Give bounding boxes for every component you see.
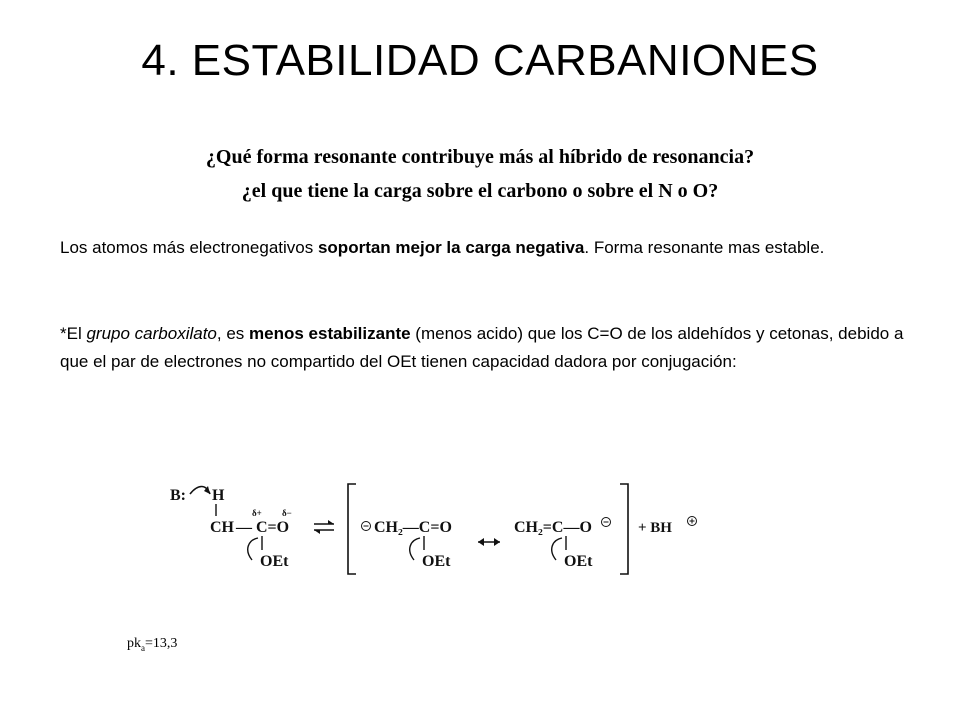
paragraph1-bold: soportan mejor la carga negativa [317, 238, 585, 257]
paragraph2-text-a: *El [60, 324, 87, 343]
paragraph2-italic: grupo carboxilato [86, 324, 217, 343]
delta-plus-label: δ+ [252, 508, 262, 518]
bh-plus-label: + BH [638, 520, 672, 536]
paragraph2-text-c: (menos acido) que los C=O de los aldehídos y cetonas, debido a que el par de electrones no compartido del OEt tienen capacidad dadora por conjugación: [60, 324, 904, 371]
resonance-scheme [160, 470, 720, 580]
carbonyl-label: C=O [256, 519, 290, 536]
oet-label-1: OEt [260, 553, 289, 570]
right-bracket [620, 484, 628, 574]
equilibrium-head-right-icon [328, 520, 334, 524]
paragraph1-text-b: . Forma resonante mas estable. [584, 238, 825, 257]
curved-arrow-oet-icon [248, 538, 258, 560]
curved-arrow-oet-3-icon [552, 538, 562, 560]
curved-arrow-oet-2-icon [410, 538, 420, 560]
enolate-label: CH₂=C—O [514, 519, 592, 536]
pka-number: =13,3 [145, 636, 178, 651]
carbanion-label: CH₂—C=O [374, 519, 452, 536]
pka-prefix: pk [127, 636, 141, 651]
ch-label: CH [210, 519, 234, 536]
oet-label-3: OEt [564, 553, 593, 570]
hydrogen-label: H [212, 487, 225, 504]
pka-value [127, 636, 177, 653]
question-line-1: ¿Qué forma resonante contribuye más al híbrido de resonancia? [205, 146, 755, 168]
resonance-head-left-icon [478, 538, 484, 546]
resonance-head-right-icon [494, 538, 500, 546]
question-line-2: ¿el que tiene la carga sobre el carbono o sobre el N o O? [241, 180, 719, 202]
bond-dash: — [236, 519, 252, 536]
paragraph2-bold: menos estabilizante [249, 324, 411, 343]
left-bracket [348, 484, 356, 574]
slide-title: 4. ESTABILIDAD CARBANIONES [141, 36, 819, 85]
pka-subscript: a [141, 642, 145, 653]
equilibrium-head-left-icon [314, 530, 320, 534]
paragraph-carboxylate [60, 320, 910, 376]
delta-minus-label: δ− [282, 508, 292, 518]
paragraph1-text-a: Los atomos más electronegativos [60, 238, 318, 257]
base-label: B: [170, 487, 186, 504]
paragraph-electronegativity [60, 234, 910, 262]
paragraph2-text-b: , es [216, 324, 250, 343]
oet-label-2: OEt [422, 553, 451, 570]
